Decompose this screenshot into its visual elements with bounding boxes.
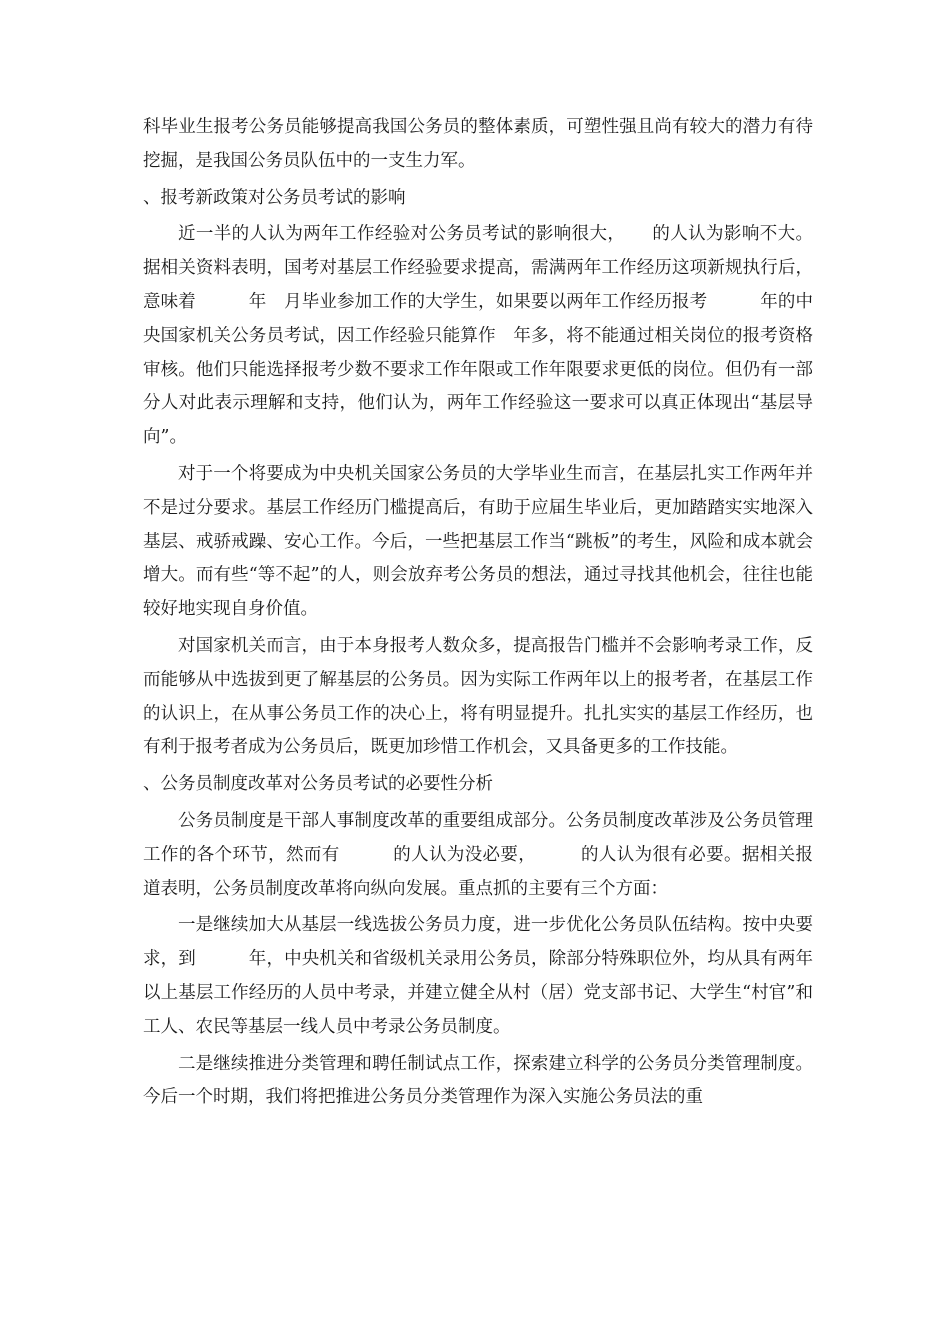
section-heading-reform-analysis: 、公务员制度改革对公务员考试的必要性分析 xyxy=(143,774,493,795)
section-heading-exam-policy: 、报考新政策对公务员考试的影响 xyxy=(143,187,406,208)
document-page xyxy=(143,111,813,1118)
paragraph-5: 公务员制度是干部人事制度改革的重要组成部分。公务员制度改革涉及公务员管理工作的各个环节，然而有 的人认为没必要， 的人认为很有必要。据相关报道表明，公务员制度改革将向纵向发展。重点抓的主要有三个方面： xyxy=(143,810,813,899)
paragraph-3: 对于一个将要成为中央机关国家公务员的大学毕业生而言，在基层扎实工作两年并不是过分要求。基层工作经历门槛提高后，有助于应届生毕业后，更加踏踏实实地深入基层、戒骄戒躁、安心工作。今后，一些把基层工作当“跳板”的考生，风险和成本就会增大。而有些“等不起”的人，则会放弃考公务员的想法，通过寻找其他机会，往往也能较好地实现自身价值。 xyxy=(143,463,813,620)
paragraph-2: 近一半的人认为两年工作经验对公务员考试的影响很大， 的人认为影响不大。据相关资料表明，国考对基层工作经验要求提高，需满两年工作经历这项新规执行后，意味着 年 月毕业参加工作的大学生，如果要以两年工作经历报考 年的中央国家机关公务员考试，因工作经验只能算作 年多，将不能通过相关岗位的报考资格审核。他们只能选择报考少数不要求工作年限或工作年限要求更低的岗位。但仍有一部分人对此表示理解和支持，他们认为，两年工作经验这一要求可以真正体现出“基层导向”。 xyxy=(143,224,813,448)
paragraph-1: 科毕业生报考公务员能够提高我国公务员的整体素质，可塑性强且尚有较大的潜力有待挖掘，是我国公务员队伍中的一支生力军。 xyxy=(143,117,813,171)
paragraph-6: 一是继续加大从基层一线选拔公务员力度，进一步优化公务员队伍结构。按中央要求，到 年，中央机关和省级机关录用公务员，除部分特殊职位外，均从具有两年以上基层工作经历的人员中考录，并建立健全从村（居）党支部书记、大学生“村官”和工人、农民等基层一线人员中考录公务员制度。 xyxy=(143,915,813,1037)
paragraph-4: 对国家机关而言，由于本身报考人数众多，提高报告门槛并不会影响考录工作，反而能够从中选拔到更了解基层的公务员。因为实际工作两年以上的报考者，在基层工作的认识上，在从事公务员工作的决心上，将有明显提升。扎扎实实的基层工作经历，也有利于报考者成为公务员后，既更加珍惜工作机会，又具备更多的工作技能。 xyxy=(143,635,813,758)
paragraph-7: 二是继续推进分类管理和聘任制试点工作，探索建立科学的公务员分类管理制度。今后一个时期，我们将把推进公务员分类管理作为深入实施公务员法的重 xyxy=(143,1053,813,1108)
